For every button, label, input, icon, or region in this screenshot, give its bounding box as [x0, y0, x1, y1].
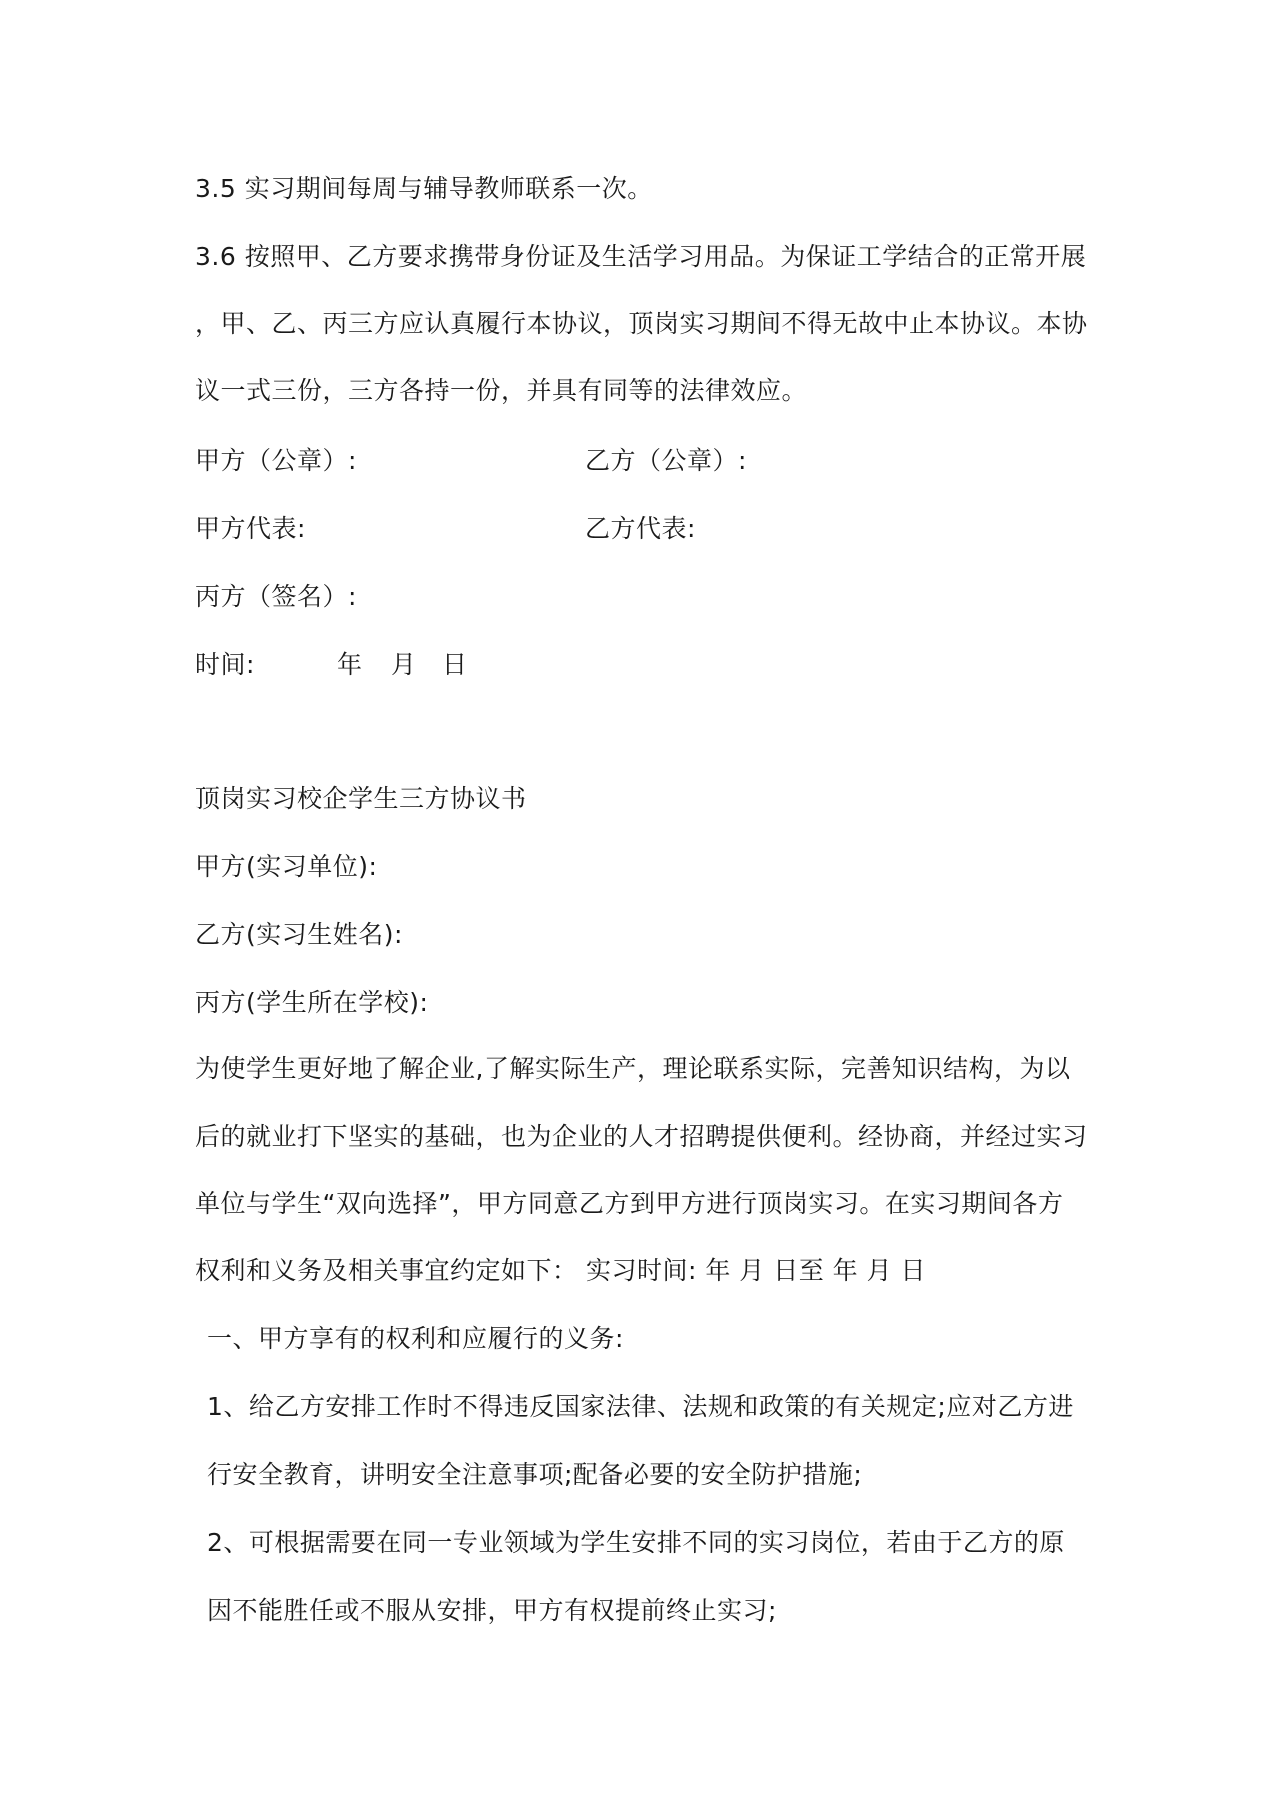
clause-1-line-1: 1、给乙方安排工作时不得违反国家法律、法规和政策的有关规定;应对乙方进 [207, 1392, 1074, 1421]
party-c-field: 丙方(学生所在学校): [195, 988, 429, 1017]
clause-2-line-2: 因不能胜任或不服从安排，甲方有权提前终止实习; [207, 1596, 777, 1625]
date-month: 月 [391, 650, 417, 679]
intro-line-4: 权利和义务及相关事宜约定如下： 实习时间: 年 月 日至 年 月 日 [195, 1256, 927, 1285]
party-b-field: 乙方(实习生姓名): [195, 920, 403, 949]
party-a-field: 甲方(实习单位): [195, 852, 378, 881]
agreement-title: 顶岗实习校企学生三方协议书 [195, 784, 527, 813]
date-year: 年 [337, 650, 363, 679]
clause-3-6-line-3: 议一式三份，三方各持一份，并具有同等的法律效应。 [195, 376, 808, 405]
date-label: 时间: [195, 650, 255, 679]
party-b-seal-label: 乙方（公章）: [585, 446, 747, 475]
section-1-heading: 一、甲方享有的权利和应履行的义务: [207, 1324, 624, 1353]
clause-3-6-line-1: 3.6 按照甲、乙方要求携带身份证及生活学习用品。为保证工学结合的正常开展 [195, 242, 1087, 271]
intro-line-2: 后的就业打下坚实的基础，也为企业的人才招聘提供便利。经协商，并经过实习 [195, 1122, 1088, 1151]
clause-3-5: 3.5 实习期间每周与辅导教师联系一次。 [195, 174, 653, 203]
clause-2-line-1: 2、可根据需要在同一专业领域为学生安排不同的实习岗位，若由于乙方的原 [207, 1528, 1065, 1557]
intro-line-3: 单位与学生“双向选择”，甲方同意乙方到甲方进行顶岗实习。在实习期间各方 [195, 1189, 1064, 1218]
party-a-rep-label: 甲方代表: [195, 514, 306, 543]
party-b-rep-label: 乙方代表: [585, 514, 696, 543]
party-a-seal-label: 甲方（公章）: [195, 446, 357, 475]
clause-3-6-line-2: ，甲、乙、丙三方应认真履行本协议，顶岗实习期间不得无故中止本协议。本协 [195, 309, 1088, 338]
party-c-sign-label: 丙方（签名）: [195, 582, 357, 611]
intro-line-1: 为使学生更好地了解企业,了解实际生产，理论联系实际，完善知识结构，为以 [195, 1054, 1071, 1083]
clause-1-line-2: 行安全教育，讲明安全注意事项;配备必要的安全防护措施; [207, 1460, 863, 1489]
date-day: 日 [442, 650, 468, 679]
